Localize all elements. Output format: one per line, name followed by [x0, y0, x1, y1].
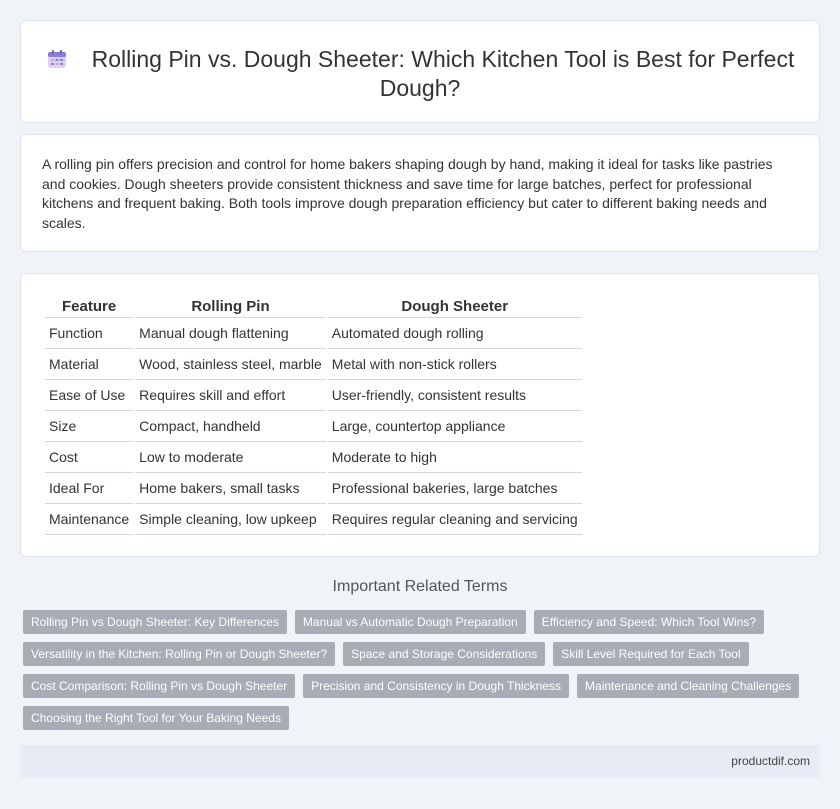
page-title: Rolling Pin vs. Dough Sheeter: Which Kitchen Tool is Best for Perfect Dough?: [91, 46, 795, 101]
table-cell: Requires regular cleaning and servicing: [328, 504, 582, 535]
calendar-icon: [46, 48, 68, 70]
table-row: [45, 380, 582, 411]
table-cell: Size: [45, 411, 133, 442]
column-header-feature: Feature: [45, 294, 133, 318]
related-term-tag[interactable]: Cost Comparison: Rolling Pin vs Dough Sheeter: [23, 674, 295, 698]
title-wrap: [21, 45, 819, 103]
related-term-tag[interactable]: Rolling Pin vs Dough Sheeter: Key Differences: [23, 610, 287, 634]
table-cell: Metal with non-stick rollers: [328, 349, 582, 380]
title-card: [20, 20, 820, 123]
table-row: [45, 411, 582, 442]
table-cell: Material: [45, 349, 133, 380]
table-row: [45, 504, 582, 535]
table-cell: Compact, handheld: [135, 411, 326, 442]
table-header-row: [45, 294, 582, 318]
related-term-tag[interactable]: Skill Level Required for Each Tool: [553, 642, 748, 666]
table-cell: Function: [45, 318, 133, 349]
table-cell: Home bakers, small tasks: [135, 473, 326, 504]
related-term-tag[interactable]: Space and Storage Considerations: [343, 642, 545, 666]
table-cell: Simple cleaning, low upkeep: [135, 504, 326, 535]
table-row: [45, 442, 582, 473]
table-cell: Cost: [45, 442, 133, 473]
table-cell: Requires skill and effort: [135, 380, 326, 411]
footer: [20, 745, 820, 778]
column-header-dough-sheeter: Dough Sheeter: [328, 294, 582, 318]
table-row: [45, 349, 582, 380]
table-row: [45, 318, 582, 349]
table-cell: Automated dough rolling: [328, 318, 582, 349]
table-cell: Moderate to high: [328, 442, 582, 473]
comparison-card: [20, 273, 820, 557]
related-term-tag[interactable]: Precision and Consistency in Dough Thickness: [303, 674, 569, 698]
related-terms-list: [23, 610, 803, 730]
table-cell: Large, countertop appliance: [328, 411, 582, 442]
table-cell: Manual dough flattening: [135, 318, 326, 349]
related-term-tag[interactable]: Choosing the Right Tool for Your Baking Needs: [23, 706, 289, 730]
related-term-tag[interactable]: Versatility in the Kitchen: Rolling Pin or Dough Sheeter?: [23, 642, 335, 666]
comparison-table: [43, 294, 584, 535]
intro-text: A rolling pin offers precision and control for home bakers shaping dough by hand, making it ideal for tasks like pastries and cookies. Dough sheeters provide consistent thickness and save time for large batches, perfect for professional kitchens and frequent baking. Both tools improve dough preparation efficiency but cater to different baking needs and scales.: [42, 156, 773, 231]
footer-site-link[interactable]: productdif.com: [731, 754, 810, 768]
table-cell: Maintenance: [45, 504, 133, 535]
table-cell: Low to moderate: [135, 442, 326, 473]
table-cell: Ease of Use: [45, 380, 133, 411]
table-cell: Wood, stainless steel, marble: [135, 349, 326, 380]
table-cell: User-friendly, consistent results: [328, 380, 582, 411]
column-header-rolling-pin: Rolling Pin: [135, 294, 326, 318]
related-term-tag[interactable]: Manual vs Automatic Dough Preparation: [295, 610, 526, 634]
table-cell: Professional bakeries, large batches: [328, 473, 582, 504]
table-cell: Ideal For: [45, 473, 133, 504]
table-row: [45, 473, 582, 504]
related-term-tag[interactable]: Maintenance and Cleaning Challenges: [577, 674, 799, 698]
intro-card: [20, 134, 820, 252]
related-term-tag[interactable]: Efficiency and Speed: Which Tool Wins?: [534, 610, 764, 634]
related-terms-heading: Important Related Terms: [332, 578, 508, 595]
